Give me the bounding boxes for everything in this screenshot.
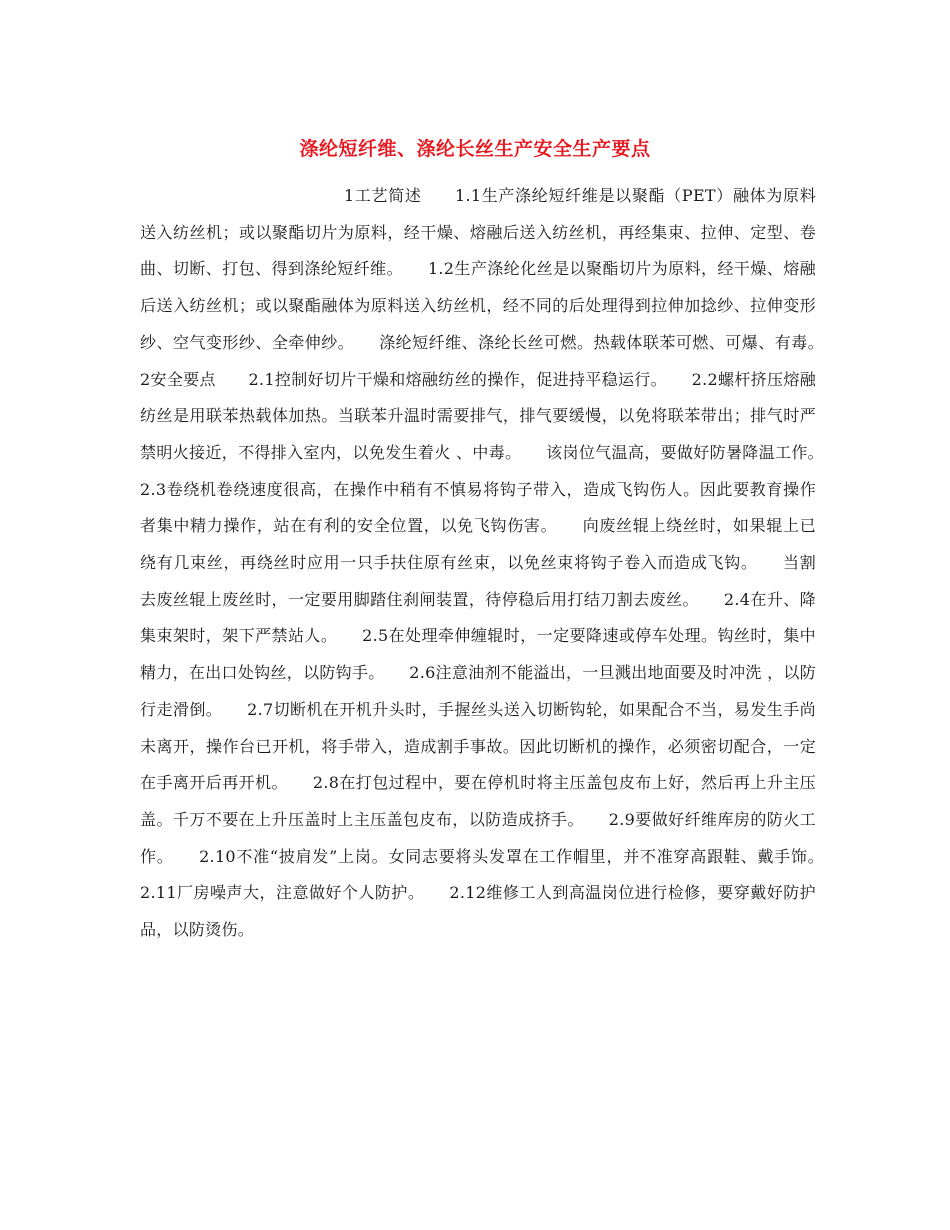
document-title: 涤纶短纤维、涤纶长丝生产安全生产要点 xyxy=(299,137,651,160)
document-body-text: 1工艺简述 1.1生产涤纶短纤维是以聚酯（PET）融体为原料送入纺丝机；或以聚酯切片为原料，经干燥、熔融后送入纺丝机，再经集束、拉伸、定型、卷曲、切断、打包、得到涤纶短纤维。 1.2生产涤纶化丝是以聚酯切片为原料，经干燥、熔融后送入纺丝机；或以聚酯融体为原料送入纺丝机，经不同的后处理得到拉伸加捻纱、拉伸变形纱、空气变形纱、全牵伸纱。 涤纶短纤维、涤纶长丝可燃。热载体联苯可燃、可爆、有毒。 2安全要点 2.1控制好切片干燥和熔融纺丝的操作，促进持平稳运行。 2.2螺杆挤压熔融纺丝是用联苯热载体加热。当联苯升温时需要排气，排气要缓慢，以免将联苯带出；排气时严禁明火接近，不得排入室内，以免发生着火 、中毒。 该岗位气温高，要做好防暑降温工作。 2.3卷绕机卷绕速度很高，在操作中稍有不慎易将钩子带入，造成飞钩伤人。因此要教育操作者集中精力操作，站在有利的安全位置，以免飞钩伤害。 向废丝辊上绕丝时，如果辊上已绕有几束丝，再绕丝时应用一只手扶住原有丝束，以免丝束将钩子卷入而造成飞钩。 当割去废丝辊上废丝时，一定要用脚踏住刹闸装置，待停稳后用打结刀割去废丝。 2.4在升、降集束架时，架下严禁站人。 2.5在处理牵伸缠辊时，一定要降速或停车处理。钩丝时，集中精力，在出口处钩丝，以防钩手。 2.6注意油剂不能溢出，一旦溅出地面要及时冲洗 ，以防行走滑倒。 2.7切断机在开机升头时，手握丝头送入切断钩轮，如果配合不当，易发生手尚未离开，操作台已开机，将手带入，造成割手事故。因此切断机的操作，必须密切配合，一定在手离开后再开机。 2.8在打包过程中，要在停机时将主压盖包皮布上好，然后再上升主压盖。千万不要在上升压盖时上主压盖包皮布，以防造成挤手。 2.9要做好纤维库房的防火工作。 2.10不准“披肩发”上岗。女同志要将头发罩在工作帽里，并不准穿高跟鞋、戴手饰。 2.11厂房噪声大，注意做好个人防护。 2.12维修工人到高温岗位进行检修，要穿戴好防护品，以防烫伤。 xyxy=(140,186,849,940)
